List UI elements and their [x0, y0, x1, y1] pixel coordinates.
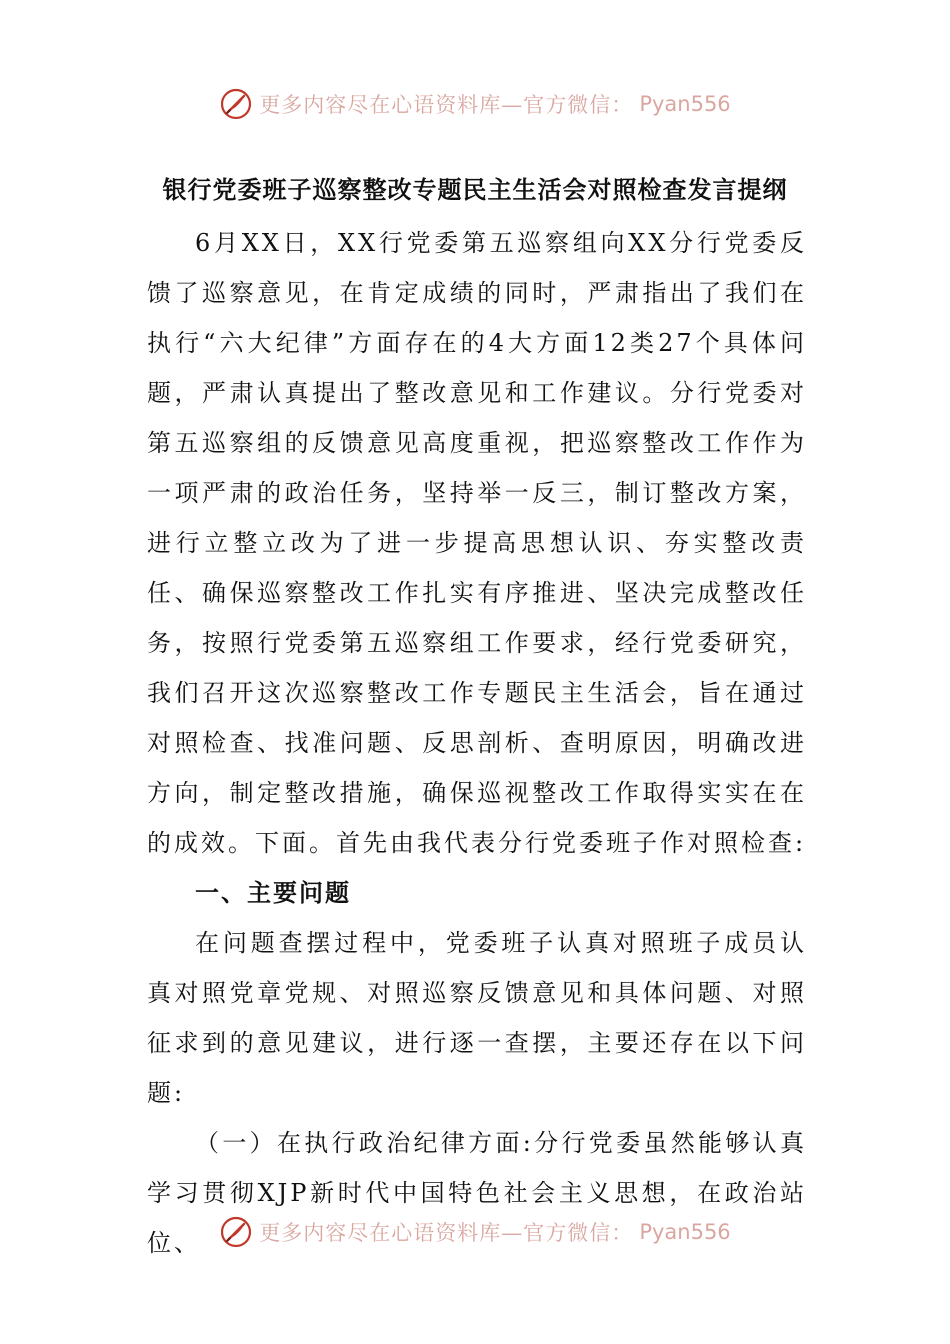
watermark-text: 更多内容尽在心语资料库—官方微信：	[259, 93, 634, 117]
subsection-text: 分行党委虽然能够认真学习贯彻XJP新时代中国特色社会主义思想，在政治站位、	[147, 1129, 807, 1257]
watermark-wechat-id: Pyan556	[639, 1220, 731, 1244]
intro-paragraph: 6月XX日，XX行党委第五巡察组向XX分行党委反馈了巡察意见，在肯定成绩的同时，严肃指出了我们在执行“六大纪律”方面存在的4大方面12类27个具体问题，严肃认真提出了整改意见和工作建议。分行党委对第五巡察组的反馈意见高度重视，把巡察整改工作作为一项严肃的政治任务，坚持举一反三，制订整改方案，进行立整立改为了进一步提高思想认识、夯实整改责任、确保巡察整改工作扎实有序推进、坚决完成整改任务，按照行党委第五巡察组工作要求，经行党委研究，我们召开这次巡察整改工作专题民主生活会，旨在通过对照检查、找准问题、反思剖析、查明原因，明确改进方向，制定整改措施，确保巡视整改工作取得实实在在的成效。下面。首先由我代表分行党委班子作对照检查:	[147, 229, 807, 857]
subsection-label: （一）在执行政治纪律方面:	[195, 1129, 534, 1157]
section-heading-main-problems: 一、主要问题	[195, 879, 351, 907]
watermark-text: 更多内容尽在心语资料库—官方微信：	[259, 1221, 634, 1245]
quill-logo-icon	[219, 1215, 253, 1249]
watermark-wechat-id: Pyan556	[639, 92, 731, 116]
document-body	[147, 218, 807, 1268]
watermark-footer	[0, 1210, 950, 1254]
document-title: 银行党委班子巡察整改专题民主生活会对照检查发言提纲	[162, 175, 788, 204]
watermark-header	[0, 82, 950, 126]
quill-logo-icon	[219, 87, 253, 121]
section-paragraph: 在问题查摆过程中，党委班子认真对照班子成员认真对照党章党规、对照巡察反馈意见和具体问题、对照征求到的意见建议，进行逐一查摆，主要还存在以下问题:	[147, 929, 807, 1107]
